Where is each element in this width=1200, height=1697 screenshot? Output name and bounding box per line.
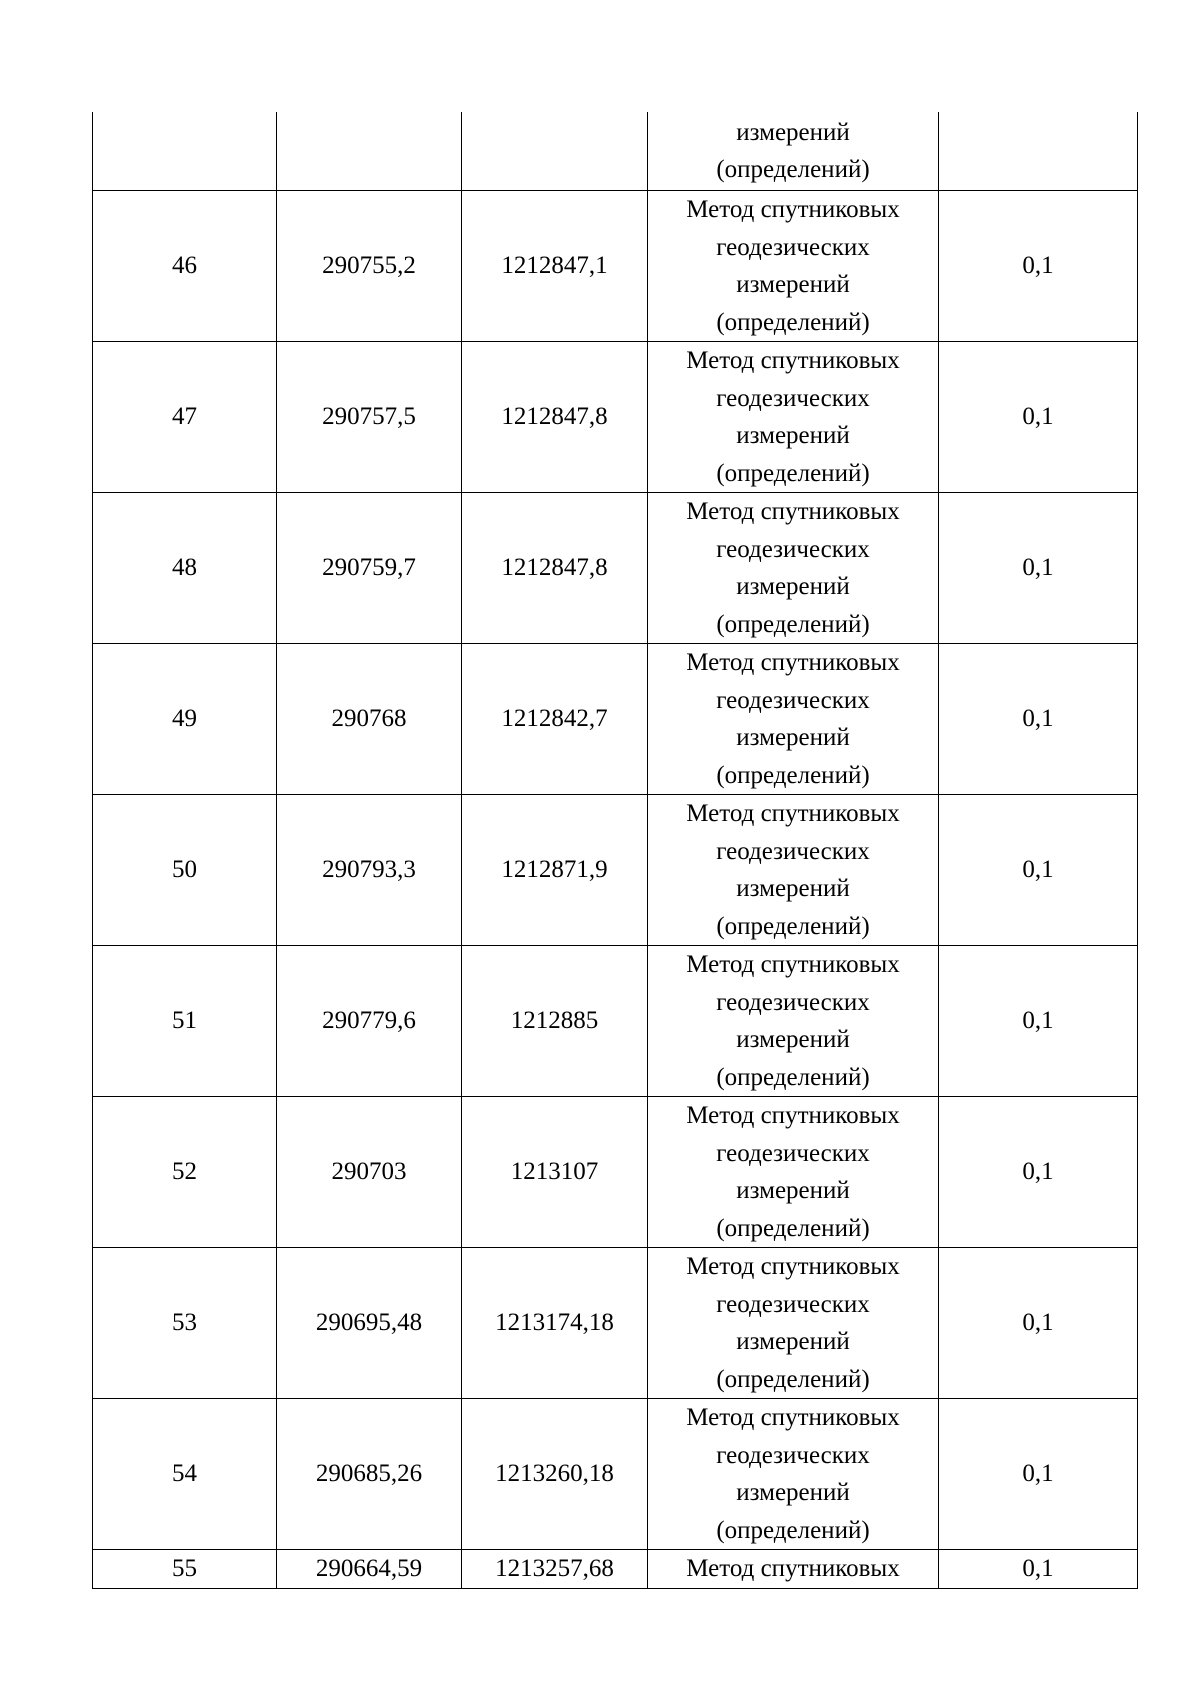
table-row — [93, 1097, 1138, 1248]
method-line: (определений) — [716, 610, 870, 638]
cell-x-coordinate: 290703 — [277, 1097, 462, 1248]
cell-y-coordinate — [462, 112, 648, 191]
cell-y-coordinate: 1213174,18 — [462, 1248, 648, 1399]
method-line: измерений — [736, 271, 850, 298]
cell-accuracy: 0,1 — [939, 1248, 1138, 1399]
cell-y-coordinate: 1213257,68 — [462, 1550, 648, 1589]
method-line: измерений — [736, 875, 850, 902]
method-line: геодезических — [716, 1290, 870, 1318]
cell-y-coordinate: 1212842,7 — [462, 644, 648, 795]
cell-accuracy: 0,1 — [939, 946, 1138, 1097]
method-line: (определений) — [716, 156, 870, 183]
method-line: Метод спутниковых — [686, 1253, 900, 1280]
cell-x-coordinate: 290759,7 — [277, 493, 462, 644]
method-line: Метод спутниковых — [686, 1404, 900, 1431]
cell-method — [648, 112, 939, 191]
table-row — [93, 644, 1138, 795]
table-row — [93, 795, 1138, 946]
cell-method — [648, 1399, 939, 1550]
cell-point-number: 54 — [93, 1399, 277, 1550]
cell-accuracy: 0,1 — [939, 191, 1138, 342]
cell-accuracy: 0,1 — [939, 1097, 1138, 1248]
method-line: (определений) — [716, 1516, 870, 1544]
cell-accuracy — [939, 112, 1138, 191]
method-line: Метод спутниковых — [686, 347, 900, 374]
cell-x-coordinate: 290664,59 — [277, 1550, 462, 1589]
method-line: измерений — [736, 118, 850, 146]
cell-y-coordinate: 1213260,18 — [462, 1399, 648, 1550]
table-row — [93, 342, 1138, 493]
method-line: (определений) — [716, 1063, 870, 1091]
cell-y-coordinate: 1212847,8 — [462, 342, 648, 493]
method-line: (определений) — [716, 1365, 870, 1393]
method-line: геодезических — [716, 233, 870, 261]
coordinates-table — [92, 112, 1138, 1589]
cell-x-coordinate: 290685,26 — [277, 1399, 462, 1550]
cell-point-number: 49 — [93, 644, 277, 795]
table-row — [93, 1399, 1138, 1550]
cell-point-number: 47 — [93, 342, 277, 493]
method-line: (определений) — [716, 912, 870, 940]
method-line: измерений — [736, 724, 850, 751]
method-line: измерений — [736, 422, 850, 449]
method-line: геодезических — [716, 384, 870, 412]
cell-y-coordinate: 1212885 — [462, 946, 648, 1097]
cell-point-number — [93, 112, 277, 191]
method-line: измерений — [736, 1479, 850, 1506]
method-line: геодезических — [716, 988, 870, 1016]
method-line: Метод спутниковых — [686, 649, 900, 676]
method-line: измерений — [736, 1026, 850, 1053]
cell-point-number: 46 — [93, 191, 277, 342]
table-row — [93, 493, 1138, 644]
cell-x-coordinate: 290757,5 — [277, 342, 462, 493]
cell-method — [648, 1097, 939, 1248]
table-row-continuation — [93, 112, 1138, 191]
cell-y-coordinate: 1212847,8 — [462, 493, 648, 644]
cell-accuracy: 0,1 — [939, 1399, 1138, 1550]
cell-x-coordinate: 290793,3 — [277, 795, 462, 946]
method-line: геодезических — [716, 1441, 870, 1469]
cell-accuracy: 0,1 — [939, 1550, 1138, 1589]
method-line: Метод спутниковых — [686, 498, 900, 525]
cell-point-number: 52 — [93, 1097, 277, 1248]
cell-x-coordinate: 290755,2 — [277, 191, 462, 342]
method-line: Метод спутниковых — [686, 800, 900, 827]
method-line: геодезических — [716, 1139, 870, 1167]
cell-accuracy: 0,1 — [939, 342, 1138, 493]
cell-point-number: 50 — [93, 795, 277, 946]
method-line: измерений — [736, 1177, 850, 1204]
method-line: (определений) — [716, 308, 870, 336]
method-line: измерений — [736, 1328, 850, 1355]
table-row — [93, 1248, 1138, 1399]
cell-method — [648, 795, 939, 946]
method-line: (определений) — [716, 459, 870, 487]
cell-x-coordinate: 290695,48 — [277, 1248, 462, 1399]
cell-method — [648, 1248, 939, 1399]
table-row — [93, 191, 1138, 342]
method-line: Метод спутниковых — [686, 1102, 900, 1129]
cell-accuracy: 0,1 — [939, 493, 1138, 644]
cell-y-coordinate: 1212871,9 — [462, 795, 648, 946]
method-line: геодезических — [716, 686, 870, 714]
table-row — [93, 1550, 1138, 1589]
cell-point-number: 48 — [93, 493, 277, 644]
cell-accuracy: 0,1 — [939, 644, 1138, 795]
cell-point-number: 53 — [93, 1248, 277, 1399]
cell-point-number: 51 — [93, 946, 277, 1097]
cell-y-coordinate: 1212847,1 — [462, 191, 648, 342]
cell-x-coordinate — [277, 112, 462, 191]
cell-point-number: 55 — [93, 1550, 277, 1589]
method-line: Метод спутниковых — [686, 951, 900, 978]
method-line: Метод спутниковых — [686, 1555, 900, 1583]
cell-method — [648, 946, 939, 1097]
cell-x-coordinate: 290768 — [277, 644, 462, 795]
method-line: (определений) — [716, 1214, 870, 1242]
cell-x-coordinate: 290779,6 — [277, 946, 462, 1097]
cell-method — [648, 342, 939, 493]
method-line: геодезических — [716, 535, 870, 563]
method-line: измерений — [736, 573, 850, 600]
method-line: (определений) — [716, 761, 870, 789]
method-line: геодезических — [716, 837, 870, 865]
table-row — [93, 946, 1138, 1097]
method-line: Метод спутниковых — [686, 196, 900, 223]
cell-method — [648, 644, 939, 795]
cell-y-coordinate: 1213107 — [462, 1097, 648, 1248]
cell-accuracy: 0,1 — [939, 795, 1138, 946]
cell-method — [648, 1550, 939, 1589]
cell-method — [648, 191, 939, 342]
cell-method — [648, 493, 939, 644]
